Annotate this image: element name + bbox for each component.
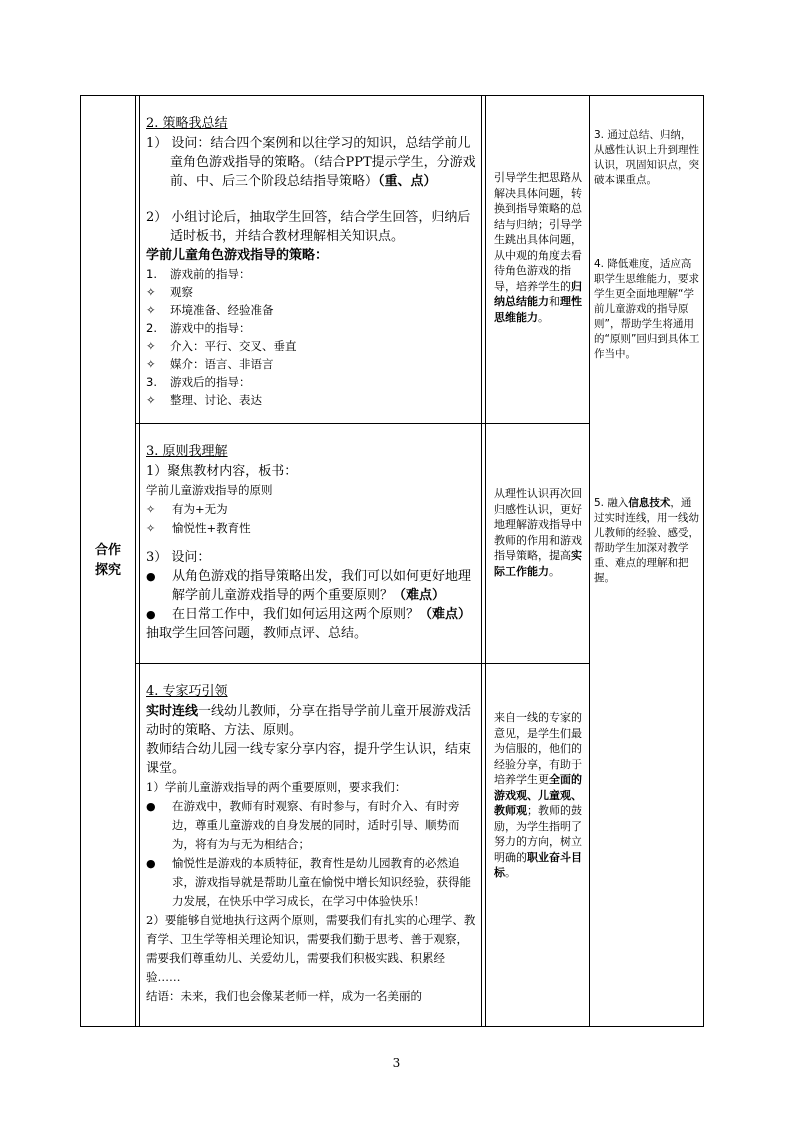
intent-item-4: 4. 降低难度，适应高职学生思维能力，要求学生更全面地理解“学前儿童游戏的指导原则”，帮助学生将通用的“原则”回归到具体工作当中。 bbox=[594, 258, 700, 360]
list-item: ✧ 媒介：语言、非语言 bbox=[146, 357, 274, 371]
section-title: 3. 原则我理解 bbox=[146, 444, 228, 459]
paragraph: 抽取学生回答问题，教师点评、总结。 bbox=[146, 626, 368, 641]
intent-container bbox=[590, 96, 703, 1026]
paragraph: 结语：未来，我们也会像某老师一样，成为一名美丽的 bbox=[146, 989, 422, 1003]
strategy-list bbox=[146, 265, 477, 409]
list-item: 1. 游戏前的指导： bbox=[146, 267, 251, 281]
section-strategy bbox=[136, 96, 485, 424]
list-item: 2. 游戏中的指导： bbox=[146, 321, 251, 335]
guidance-expert bbox=[486, 664, 589, 1026]
principle-heading: 学前儿童游戏指导的原则 bbox=[146, 483, 273, 497]
guidance-principle bbox=[486, 424, 589, 664]
list-item: ✧ 观察 bbox=[146, 285, 193, 299]
strategy-heading: 学前儿童角色游戏指导的策略： bbox=[146, 248, 329, 263]
paragraph: 2）要能够自觉地执行这两个原则，需要我们有扎实的心理学、教育学、卫生学等相关理论知识，需要我们勤于思考、善于观察，需要我们尊重幼儿、关爱幼儿，需要我们积极实践、积累经验…… bbox=[146, 913, 476, 984]
list-item: ✧ 整理、讨论、表达 bbox=[146, 393, 262, 407]
page-number: 3 bbox=[392, 1056, 401, 1070]
list-item: ✧ 有为+无为 bbox=[146, 502, 228, 516]
guidance-text: 从理性认识再次回归感性认识，更好地理解游戏指导中教师的作用和游戏指导策略，提高实际工作能力。 bbox=[494, 487, 582, 578]
paragraph: 1）学前儿童游戏指导的两个重要原则，要求我们： bbox=[146, 780, 407, 794]
section-title: 4. 专家巧引领 bbox=[146, 684, 228, 699]
stage-label: 合作探究 bbox=[94, 543, 121, 578]
guidance-text: 引导学生把思路从解决具体问题，转换到指导策略的总结与归纳；引导学生跳出具体问题，从中观的角度去看待角色游戏的指导，培养学生的归纳总结能力和理性思维能力。 bbox=[494, 171, 582, 324]
paragraph: 1） 设问：结合四个案例和以往学习的知识，总结学前儿童角色游戏指导的策略。（结合PPT提示学生，分游戏前、中、后三个阶段总结指导策略）（重、点） bbox=[146, 136, 476, 189]
paragraph: 3） 设问： bbox=[146, 550, 211, 565]
paragraph: 实时连线一线幼儿教师，分享在指导学前儿童开展游戏活动时的策略、方法、原则。 bbox=[146, 704, 472, 738]
list-item: ✧ 环境准备、经验准备 bbox=[146, 303, 274, 317]
bullet-item: ● 在日常工作中，我们如何运用这两个原则？（难点） bbox=[146, 607, 472, 622]
section-principle bbox=[136, 424, 485, 664]
list-item: ✧ 介入：平行、交叉、垂直 bbox=[146, 339, 297, 353]
intent-item-3: 3. 通过总结、归纳，从感性认识上升到理性认识，巩固知识点，突破本课重点。 bbox=[594, 129, 699, 186]
paragraph: 2） 小组讨论后，抽取学生回答，结合学生回答，归纳后适时板书，并结合教材理解相关知识点。 bbox=[146, 210, 471, 244]
section-expert bbox=[136, 664, 485, 1026]
lesson-plan-table bbox=[80, 95, 704, 1027]
intent-column bbox=[590, 96, 704, 1027]
bullet-item: ● 从角色游戏的指导策略出发，我们可以如何更好地理解学前儿童游戏指导的两个重要原则？（难点） bbox=[146, 569, 472, 603]
stage-cell bbox=[81, 96, 136, 1027]
list-item: ✧ 愉悦性+教育性 bbox=[146, 521, 251, 535]
guidance-column bbox=[486, 96, 590, 1027]
intent-item-5: 5. 融入信息技术，通过实时连线，用一线幼儿教师的经验、感受，帮助学生加深对教学重、难点的理解和把握。 bbox=[594, 497, 699, 584]
paragraph: 1）聚焦教材内容，板书： bbox=[146, 464, 298, 479]
bullet-item: ● 在游戏中，教师有时观察、有时参与，有时介入、有时旁边，尊重儿童游戏的自身发展的同时，适时引导、顺势而为，将有为与无为相结合； bbox=[146, 799, 460, 851]
list-item: 3. 游戏后的指导： bbox=[146, 375, 251, 389]
section-title: 2. 策略我总结 bbox=[146, 116, 228, 131]
guidance-text: 来自一线的专家的意见，是学生们最为信服的，他们的经验分享，有助于培养学生更全面的游戏观、儿童观、教师观；教师的鼓励，为学生指明了努力的方向，树立明确的职业奋斗目标。 bbox=[494, 711, 582, 879]
paragraph: 教师结合幼儿园一线专家分享内容，提升学生认识，结束课堂。 bbox=[146, 742, 472, 776]
guidance-strategy bbox=[486, 96, 589, 424]
content-column bbox=[136, 96, 486, 1027]
bullet-item: ● 愉悦性是游戏的本质特征，教育性是幼儿园教育的必然追求，游戏指导就是帮助儿童在愉悦中增长知识经验，获得能力发展，在快乐中学习成长，在学习中体验快乐！ bbox=[146, 856, 471, 908]
